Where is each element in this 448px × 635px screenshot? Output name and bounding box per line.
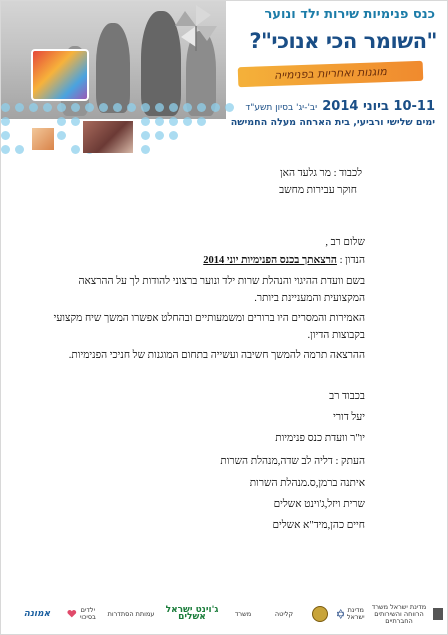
conference-date <box>215 95 435 114</box>
welfare-logo: מדינת ישראל משרד הרווחה והשירותים החברתיים <box>371 602 427 625</box>
cc-recipient: חיים כהן,מיד"א אשלים <box>272 520 365 531</box>
state-emblem: מדינת ישראל <box>337 601 367 627</box>
group-thumbnail <box>83 121 133 153</box>
recipient-line: לכבוד : מר גלעד האן <box>279 168 362 179</box>
closing: בכבוד רב <box>329 391 365 402</box>
paragraph-1: בשם וועדת ההיגוי והנהלת שרות ילד ונוער ברצוני להודות לך על ההרצאה המקצועית והמעניינת ביותר. <box>78 276 365 304</box>
cc-recipient: שרית ויזל,ג'וינט אשלים <box>273 499 365 510</box>
cc-label: העתק : <box>335 456 365 467</box>
date-main: 10-11 ביוני 2014 <box>322 99 435 114</box>
paragraph-3: ההרצאה תרמה להמשך חשיבה ועשייה בתחום המוגנות של חניכי הפנימיות. <box>68 350 365 361</box>
signer-name: יעל דורי <box>333 412 365 423</box>
conference-title: כנס פנימיות שירות ילד ונוער <box>264 7 435 22</box>
aliyah-logo: קליטה <box>274 609 294 618</box>
subject-prefix: הנדון : <box>339 255 365 266</box>
org-logo: עמותת הסתדרות <box>107 609 155 618</box>
cc-line <box>65 456 365 467</box>
ministry-logo: משרד <box>234 609 252 618</box>
date-hebrew: יב'-יג' בסיון תשע"ד <box>245 103 318 113</box>
conference-header <box>1 1 448 161</box>
conference-banner <box>238 61 424 87</box>
recipient-role: חוקר עבירות מחשב <box>279 185 357 196</box>
cc-recipient: איתנה ברמן,ס.מנהלת השרות <box>249 478 365 489</box>
children-thumbnail <box>31 49 89 101</box>
greeting: שלום רב , <box>325 237 365 248</box>
paragraph-2: האמירות והמסרים היו ברורים ומשמעותיים ובהחלט אפשרו המשך שיח מקצועי בקבוצות הדיון. <box>53 313 365 341</box>
banner-text: מוגנות ואחריות בפנימייה <box>273 65 388 82</box>
cc-recipient: דליה לב שדה,מנהלת השרות <box>220 456 333 467</box>
pinwheel-icon <box>171 1 221 51</box>
child-thumbnail <box>31 127 55 151</box>
corner-logo <box>431 601 445 627</box>
conference-slogan: "השומר הכי אנוכי"? <box>249 29 437 53</box>
emunah-logo: אמונה <box>23 608 51 619</box>
subject-line <box>45 255 365 266</box>
subject-text: הרצאתך בכנס הפנימיות יוני 2014 <box>203 255 337 266</box>
signer-role: יו"ר וועדת כנס פנימיות <box>275 433 365 444</box>
conference-location: ימים שלישי ורביעי, בית הארחה מעלה החמישה <box>230 117 435 128</box>
sponsor-logos <box>1 597 448 633</box>
child-figure <box>96 23 130 113</box>
heart-logo: ילדים בסיכוי <box>67 601 99 627</box>
joint-logo: ג'וינט ישראל אשלים <box>165 605 219 622</box>
emblem-logo <box>307 601 333 627</box>
